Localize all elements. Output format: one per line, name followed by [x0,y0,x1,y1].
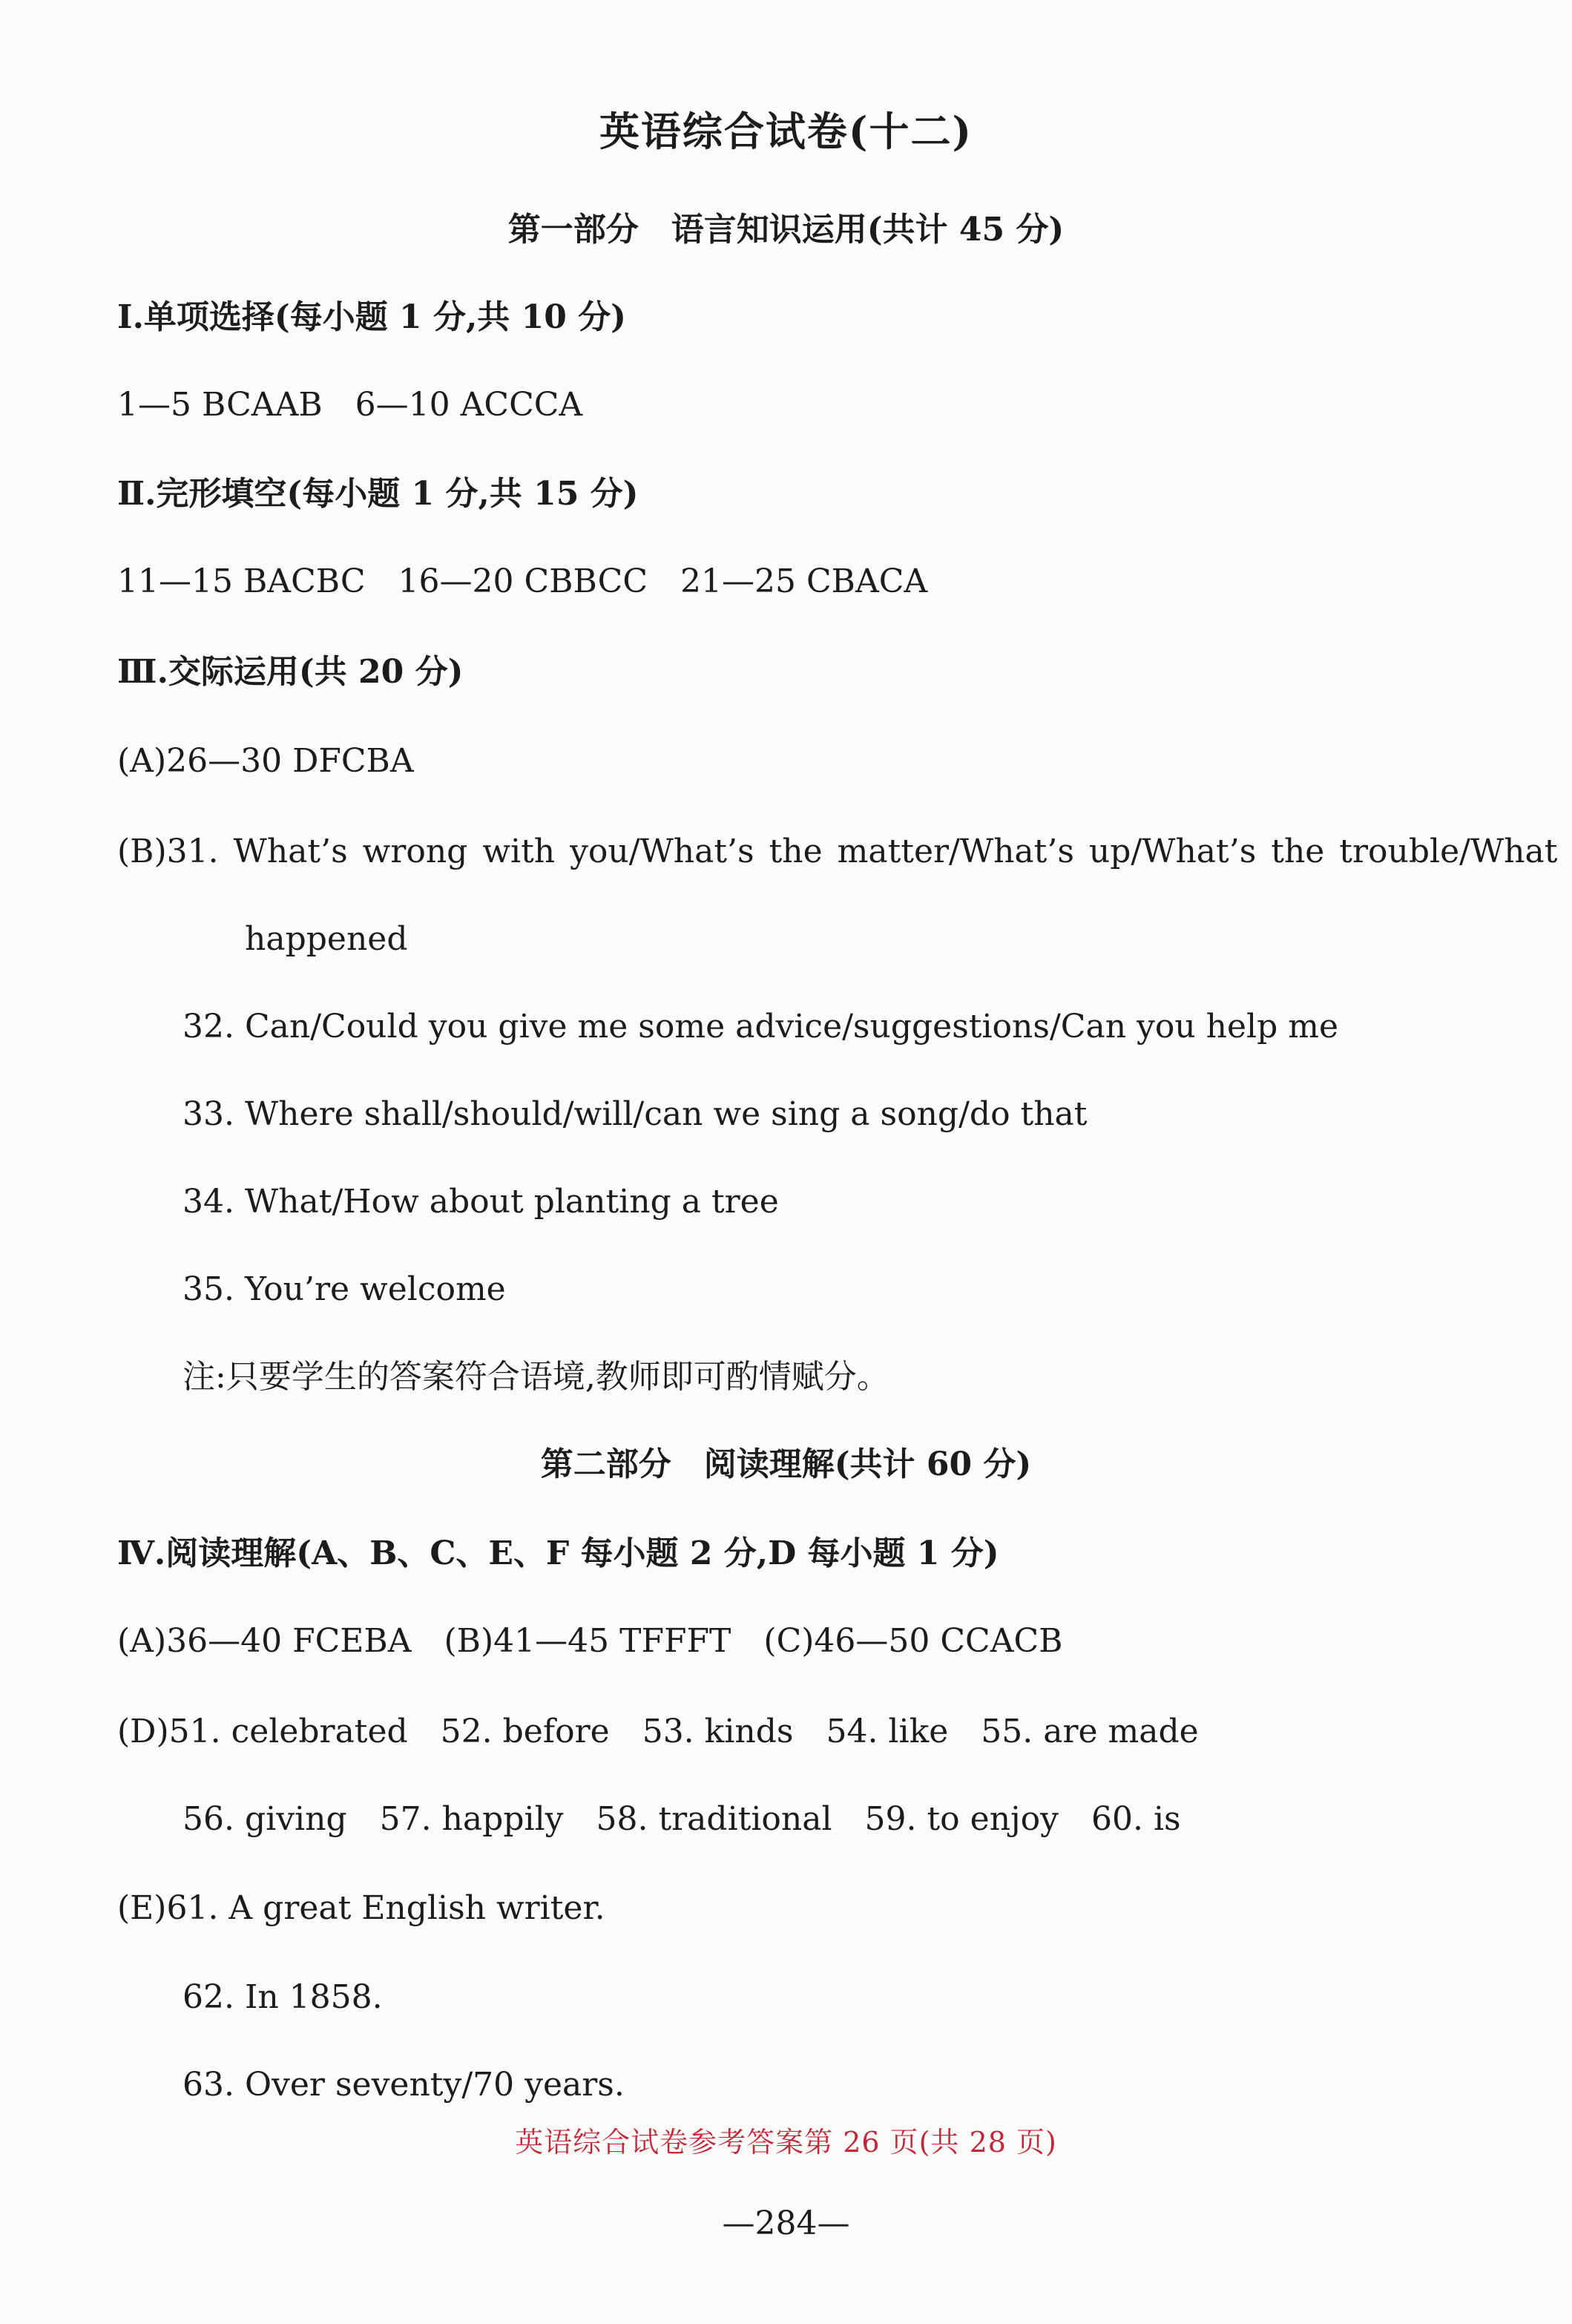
page-title: 英语综合试卷(十二) [599,108,973,155]
section-4-heading: Ⅳ.阅读理解(A、B、C、E、F 每小题 2 分,D 每小题 1 分) [117,1534,999,1572]
page-number: —284— [722,2205,850,2242]
section-1-heading: Ⅰ.单项选择(每小题 1 分,共 10 分) [117,298,626,336]
section-1-answers: 1—5 BCAAB 6—10 ACCCA [117,386,583,424]
section-3-note: 注:只要学生的答案符合语境,教师即可酌情赋分。 [182,1358,889,1396]
section-3-q32: 32. Can/Could you give me some advice/suggestions/Can you help me [182,1008,1339,1046]
section-3-b-q31: (B)31. What’s wrong with you/What’s the matter/What’s up/What’s the trouble/What [117,833,1558,870]
page-footer: 英语综合试卷参考答案第 26 页(共 28 页) [515,2126,1057,2159]
section-3-heading: Ⅲ.交际运用(共 20 分) [117,653,464,691]
section-2-answers: 11—15 BACBC 16—20 CBBCC 21—25 CBACA [117,562,928,600]
section-4-e-q62: 62. In 1858. [182,1978,383,2016]
part1-heading: 第一部分 语言知识运用(共计 45 分) [507,211,1065,249]
section-4-d-answers-1: (D)51. celebrated 52. before 53. kinds 54. like 55. are made [117,1713,1199,1750]
section-3-q35: 35. You’re welcome [182,1270,506,1308]
section-3-q33: 33. Where shall/should/will/can we sing a song/do that [182,1095,1088,1133]
section-4-e-q61: (E)61. A great English writer. [117,1889,605,1927]
section-3-q34: 34. What/How about planting a tree [182,1183,779,1221]
section-4-e-q63: 63. Over seventy/70 years. [182,2066,625,2104]
section-3-b-q31-cont: happened [245,920,408,958]
section-2-heading: Ⅱ.完形填空(每小题 1 分,共 15 分) [117,475,639,513]
section-4-d-answers-2: 56. giving 57. happily 58. traditional 59. to enjoy 60. is [182,1800,1181,1838]
part2-heading: 第二部分 阅读理解(共计 60 分) [540,1445,1032,1483]
section-4-abc-answers: (A)36—40 FCEBA (B)41—45 TFFFT (C)46—50 CCACB [117,1622,1063,1660]
section-3-a-answers: (A)26—30 DFCBA [117,742,414,780]
